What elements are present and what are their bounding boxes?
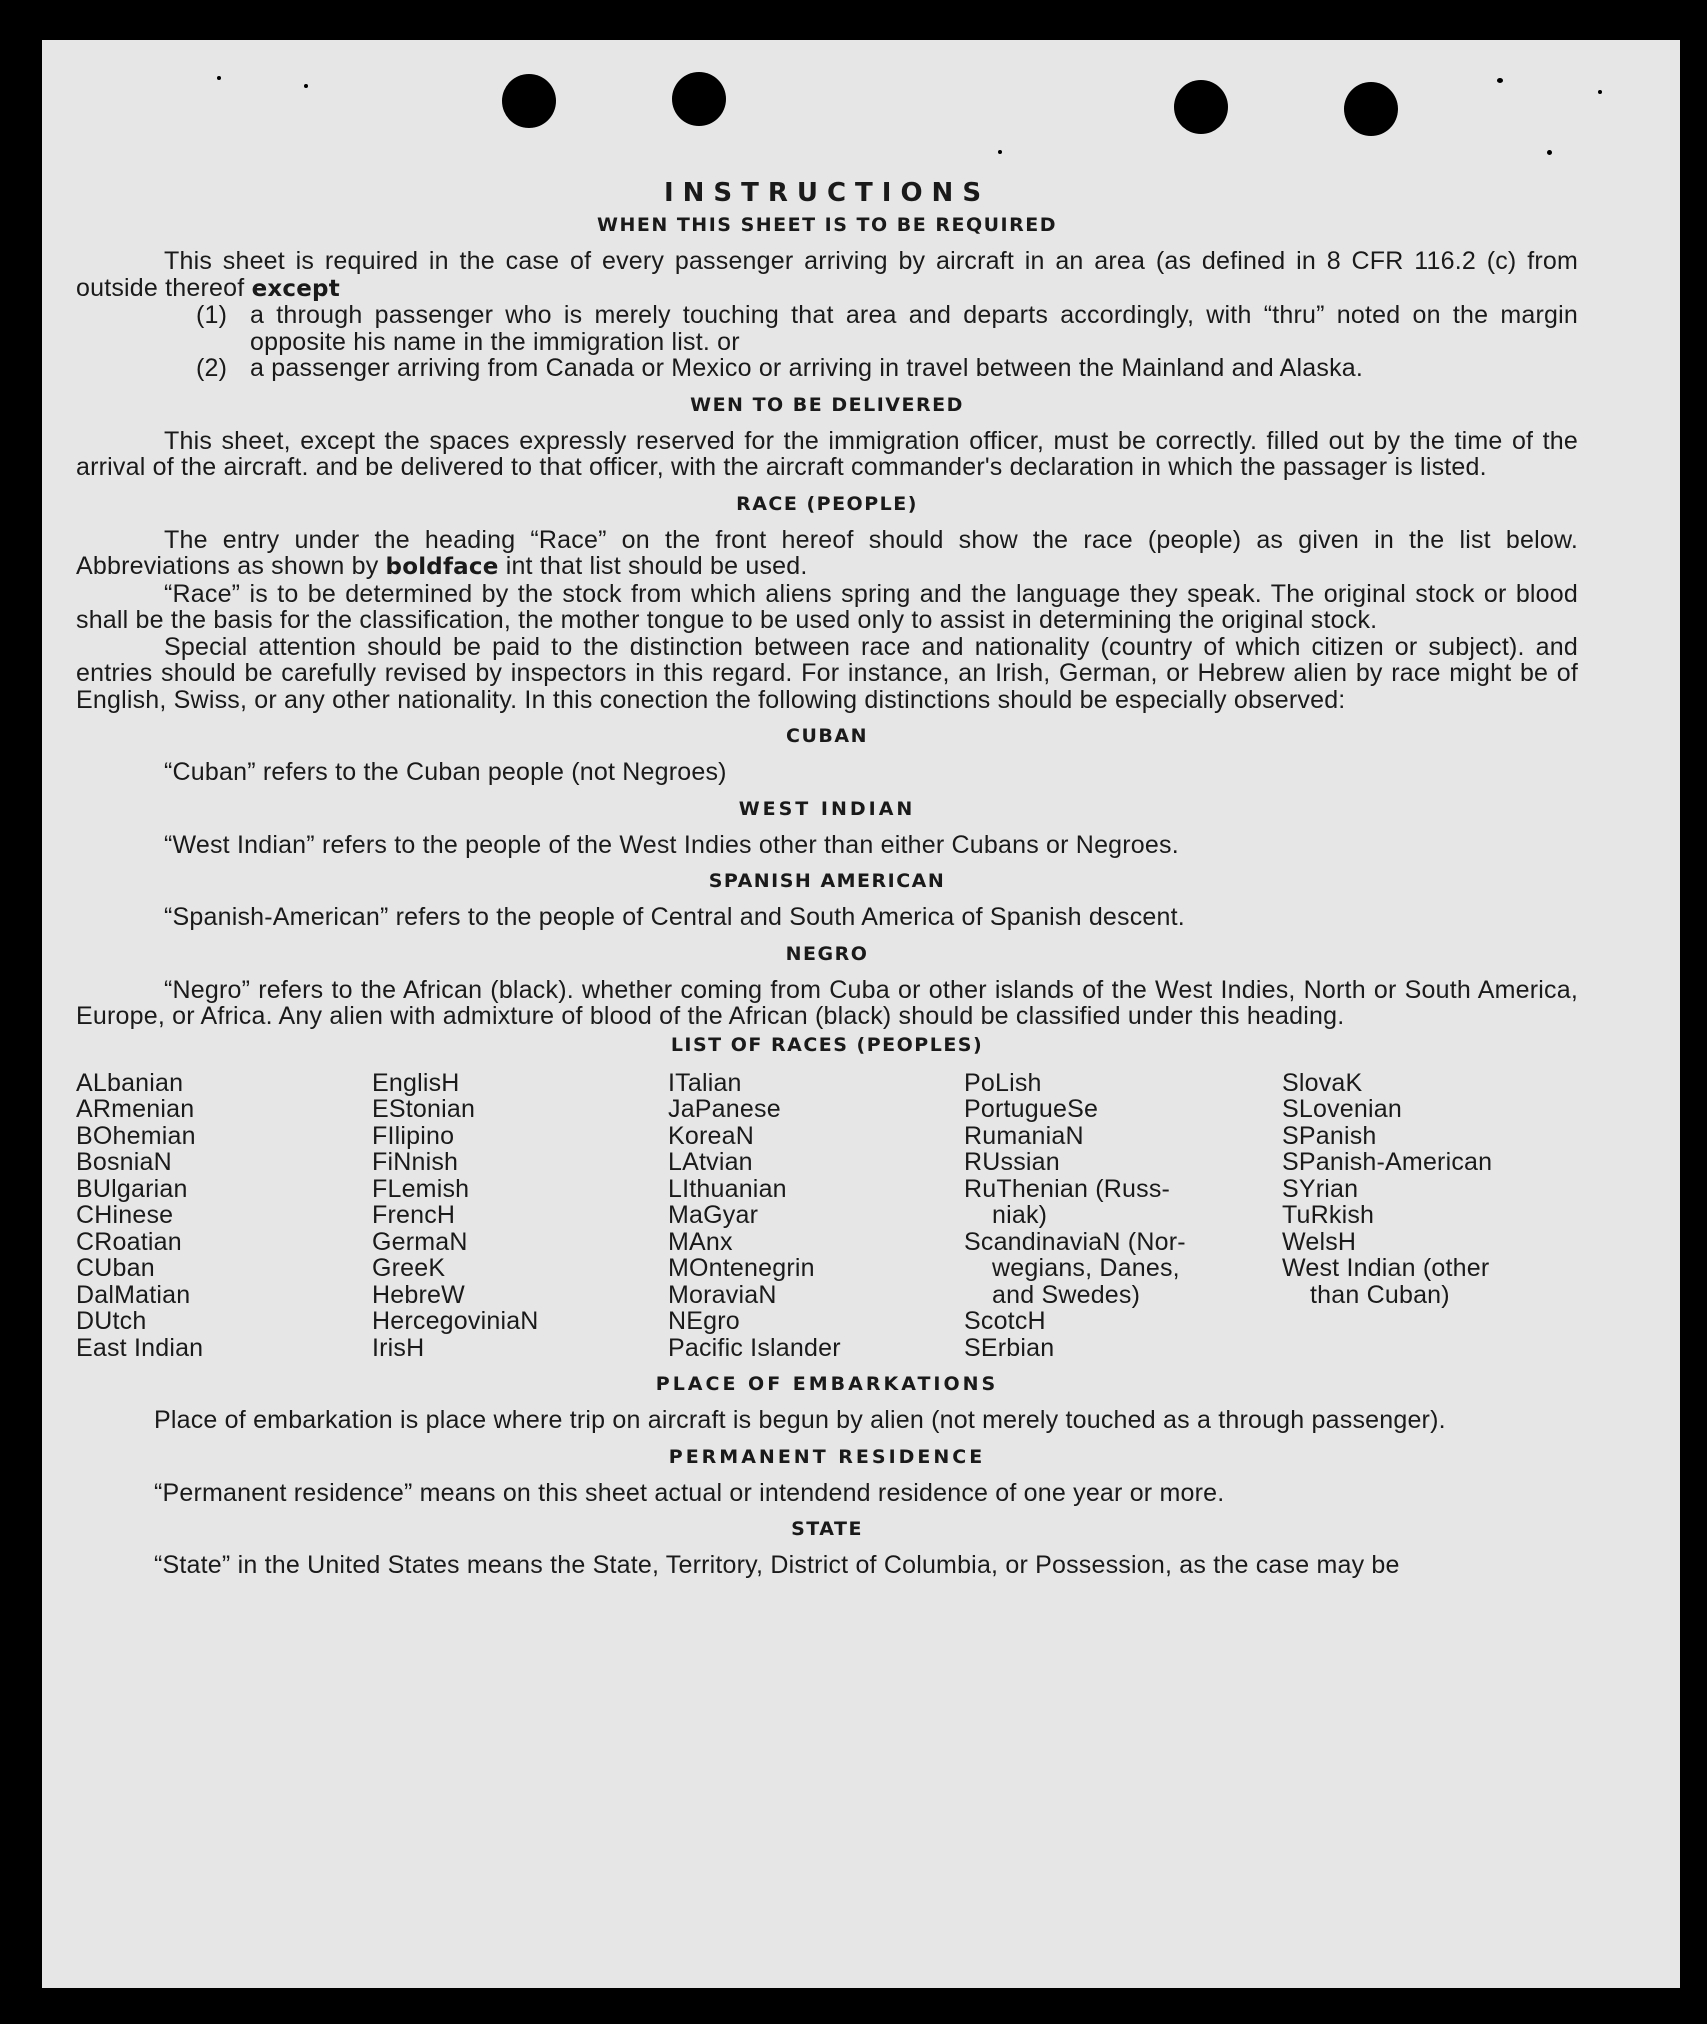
race-list-item	[76, 1335, 372, 1362]
except-bold: except	[251, 275, 340, 302]
race-list-item	[964, 1176, 1282, 1203]
race-list-item	[76, 1176, 372, 1203]
cuban-text: “Cuban” refers to the Cuban people (not Negroes)	[164, 758, 727, 786]
race-list-item	[76, 1202, 372, 1229]
race-paragraph-1	[76, 527, 1578, 581]
race-list-item	[372, 1308, 668, 1335]
race-name: than Cuban)	[1310, 1280, 1450, 1309]
clause-1-text: a through passenger who is merely touching that area and departs accordingly, with “thru” noted on the margin opposite his name in the immigration list. or	[250, 301, 1578, 356]
heading-west-indian: WEST INDIAN	[738, 797, 916, 820]
race-list-item	[964, 1308, 1282, 1335]
race-name: ScandinaviaN (Nor-	[964, 1227, 1186, 1256]
race-list-item	[668, 1202, 964, 1229]
race-list-item	[668, 1255, 964, 1282]
race-name: BUlgarian	[76, 1174, 188, 1203]
speck	[304, 84, 308, 88]
race-list-item	[1282, 1070, 1578, 1097]
race-list-item	[76, 1255, 372, 1282]
races-column-1	[76, 1070, 372, 1362]
heading-spanish-american: SPANISH AMERICAN	[708, 870, 946, 892]
race-list-item	[76, 1070, 372, 1097]
clause-2-text: a passenger arriving from Canada or Mexico or arriving in travel between the Mainland and Alaska.	[250, 354, 1364, 382]
clause-1	[76, 302, 1578, 355]
embarkation-text: Place of embarkation is place where trip on aircraft is begun by alien (not merely touched as a through passenger).	[154, 1406, 1446, 1434]
race-list-item	[1282, 1229, 1578, 1256]
race-name: HebreW	[372, 1280, 465, 1309]
race-list-item	[372, 1255, 668, 1282]
negro-text: “Negro” refers to the African (black). whether coming from Cuba or other islands of the West Indies, North or South America, Europe, or Africa. Any alien with admixture of blood of the African (black) should be classified under this heading.	[76, 975, 1578, 1030]
race-paragraph-3: Special attention should be paid to the distinction between race and nationality (country of which citizen or subject). and entries should be carefully revised by inspectors in this regard. For instance, an Irish, German, or Hebrew alien by race might be of English, Swiss, or any other nationality. In this conection the following distinctions should be especially observed:	[76, 632, 1578, 714]
race-name: DUtch	[76, 1307, 147, 1335]
speck	[998, 150, 1002, 154]
race-name: MoraviaN	[668, 1280, 777, 1309]
race-name: WelsH	[1282, 1227, 1357, 1256]
races-column-5	[1282, 1070, 1578, 1362]
race-name: PortugueSe	[964, 1095, 1099, 1123]
race-list-item	[372, 1282, 668, 1309]
race-list-item	[964, 1149, 1282, 1176]
document-sheet	[42, 40, 1680, 1988]
race-name: and Swedes)	[992, 1280, 1141, 1309]
race-list-item	[668, 1070, 964, 1097]
race-list-item	[372, 1149, 668, 1176]
clause-2	[76, 355, 1578, 382]
race-list-item	[964, 1070, 1282, 1097]
race-list-item	[372, 1096, 668, 1123]
speck	[1598, 90, 1602, 94]
race-name: ITalian	[668, 1068, 742, 1097]
race-name: GermaN	[372, 1227, 468, 1256]
residence-text: “Permanent residence” means on this sheet actual or intendend residence of one year or more.	[154, 1478, 1225, 1507]
race-name: SLovenian	[1282, 1095, 1402, 1123]
when-required-intro-text: This sheet is required in the case of every passenger arriving by aircraft in an area (as defined in 8 CFR 116.2 (c) from outside thereof	[76, 247, 1578, 302]
clause-1-number: (1)	[196, 301, 228, 329]
heading-negro: NEGRO	[785, 942, 869, 965]
race-name: FrencH	[372, 1201, 456, 1229]
page-title: INSTRUCTIONS	[663, 178, 991, 208]
race-list-item	[372, 1202, 668, 1229]
race-list-item	[76, 1123, 372, 1150]
race-name: West Indian (other	[1282, 1254, 1490, 1282]
race-name: PoLish	[964, 1068, 1042, 1097]
race-list-item	[76, 1096, 372, 1123]
race-name: BosniaN	[76, 1148, 172, 1176]
race-name: CRoatian	[76, 1227, 182, 1256]
race-list-item	[964, 1202, 1282, 1229]
heading-permanent-residence: PERMANENT RESIDENCE	[668, 1445, 986, 1468]
race-list-item	[1282, 1282, 1578, 1309]
race-name: GreeK	[372, 1254, 446, 1282]
race-name: wegians, Danes,	[992, 1254, 1180, 1282]
race-name: FLemish	[372, 1174, 470, 1203]
race-list-item	[372, 1176, 668, 1203]
race-list-item	[668, 1123, 964, 1150]
race-name: SPanish	[1282, 1121, 1377, 1150]
race-name: LAtvian	[668, 1148, 753, 1176]
races-column-3	[668, 1070, 964, 1362]
binder-hole-1	[502, 74, 556, 128]
race-name: ALbanian	[76, 1068, 184, 1097]
races-list	[76, 1070, 1578, 1362]
heading-state: STATE	[791, 1518, 863, 1540]
when-delivered-text: This sheet, except the spaces expressly reserved for the immigration officer, must be correctly. filled out by the time of the arrival of the aircraft. and be delivered to that officer, with the aircraft commander's declaration in which the passager is listed.	[76, 426, 1578, 481]
race-name: FIlipino	[372, 1121, 455, 1150]
race-paragraph-2: “Race” is to be determined by the stock from which aliens spring and the language they speak. The original stock or blood shall be the basis for the classification, the mother tongue to be used only to assist in determining the original stock.	[76, 579, 1578, 634]
race-list-item	[964, 1123, 1282, 1150]
heading-list-of-races: LIST OF RACES (PEOPLES)	[670, 1033, 984, 1056]
race-name: IrisH	[372, 1333, 425, 1362]
race-list-item	[76, 1149, 372, 1176]
race-list-item	[668, 1176, 964, 1203]
heading-embarkations: PLACE OF EMBARKATIONS	[655, 1373, 999, 1395]
race-name: RumaniaN	[964, 1121, 1084, 1150]
race-list-item	[964, 1096, 1282, 1123]
race-name: CHinese	[76, 1201, 174, 1229]
race-list-item	[372, 1070, 668, 1097]
race-list-item	[1282, 1202, 1578, 1229]
state-text: “State” in the United States means the State, Territory, District of Columbia, or Possession, as the case may be	[154, 1551, 1400, 1579]
heading-when-required: WHEN THIS SHEET IS TO BE REQUIRED	[596, 214, 1057, 236]
speck	[1547, 150, 1552, 155]
race-list-item	[668, 1335, 964, 1362]
race-name: SYrian	[1282, 1174, 1359, 1203]
race-name: SErbian	[964, 1333, 1055, 1362]
race-list-item	[964, 1335, 1282, 1362]
race-name: EnglisH	[372, 1068, 460, 1097]
race-name: MaGyar	[668, 1201, 759, 1229]
race-list-item	[1282, 1123, 1578, 1150]
binder-hole-4	[1344, 82, 1398, 136]
race-list-item	[668, 1229, 964, 1256]
race-name: SPanish-American	[1282, 1148, 1493, 1176]
race-name: NEgro	[668, 1307, 740, 1335]
race-name: niak)	[992, 1201, 1048, 1229]
race-name: MOntenegrin	[668, 1254, 815, 1282]
race-name: BOhemian	[76, 1121, 196, 1150]
race-p1-after: int that list should be used.	[505, 552, 808, 580]
race-name: DalMatian	[76, 1280, 191, 1309]
when-required-intro	[76, 248, 1578, 302]
race-list-item	[76, 1229, 372, 1256]
race-name: East Indian	[76, 1333, 204, 1362]
race-name: RuThenian (Russ-	[964, 1174, 1171, 1203]
race-list-item	[668, 1308, 964, 1335]
race-list-item	[964, 1229, 1282, 1256]
races-column-2	[372, 1070, 668, 1362]
binder-hole-3	[1174, 80, 1228, 134]
race-name: EStonian	[372, 1095, 476, 1123]
race-list-item	[76, 1282, 372, 1309]
race-list-item	[76, 1308, 372, 1335]
race-name: MAnx	[668, 1227, 733, 1256]
speck	[217, 76, 221, 80]
race-list-item	[668, 1149, 964, 1176]
instructions-content	[76, 178, 1578, 1579]
boldface-bold: boldface	[385, 554, 499, 580]
race-list-item	[372, 1123, 668, 1150]
race-list-item	[964, 1255, 1282, 1282]
race-list-item	[1282, 1255, 1578, 1282]
race-name: KoreaN	[668, 1121, 754, 1150]
race-name: Pacific Islander	[668, 1333, 841, 1362]
race-name: TuRkish	[1282, 1201, 1375, 1229]
race-p1-before: The entry under the heading “Race” on the front hereof should show the race (people) as given in the list below. Abbreviations as shown by	[76, 525, 1578, 580]
clause-2-number: (2)	[196, 354, 228, 382]
race-name: ARmenian	[76, 1095, 195, 1123]
race-name: SlovaK	[1282, 1068, 1363, 1097]
race-list-item	[1282, 1149, 1578, 1176]
race-list-item	[1282, 1176, 1578, 1203]
race-name: CUban	[76, 1254, 155, 1282]
race-list-item	[1282, 1096, 1578, 1123]
race-list-item	[668, 1096, 964, 1123]
race-name: RUssian	[964, 1148, 1060, 1176]
heading-cuban: CUBAN	[786, 725, 868, 747]
race-name: FiNnish	[372, 1148, 459, 1176]
heading-when-delivered: WEN TO BE DELIVERED	[690, 393, 964, 416]
races-column-4	[964, 1070, 1282, 1362]
race-name: LIthuanian	[668, 1174, 787, 1203]
heading-race: RACE (PEOPLE)	[736, 492, 918, 515]
spanish-american-text: “Spanish-American” refers to the people of Central and South America of Spanish descent.	[164, 903, 1185, 931]
speck	[1497, 78, 1503, 83]
race-list-item	[372, 1335, 668, 1362]
west-indian-text: “West Indian” refers to the people of the West Indies other than either Cubans or Negroes.	[164, 830, 1179, 859]
binder-hole-2	[672, 72, 726, 126]
race-list-item	[964, 1282, 1282, 1309]
race-name: HercegoviniaN	[372, 1307, 539, 1335]
race-name: ScotcH	[964, 1307, 1046, 1335]
race-list-item	[668, 1282, 964, 1309]
race-name: JaPanese	[668, 1095, 781, 1123]
race-list-item	[372, 1229, 668, 1256]
